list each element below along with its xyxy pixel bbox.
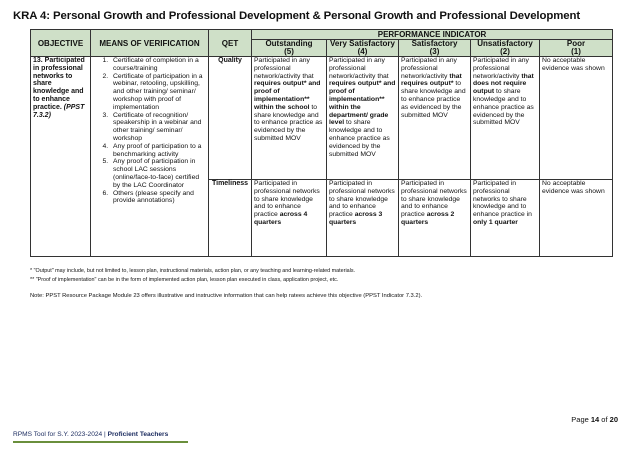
rubric-table [30, 29, 613, 257]
page-label: Page [571, 415, 591, 424]
header-very-satisfactory [327, 40, 399, 57]
cell-text: to share knowledge and to enhance practice as evidenced by the submitted MOV [254, 103, 323, 142]
header-means-of-verification: MEANS OF VERIFICATION [91, 30, 209, 57]
header-unsatisfactory [471, 40, 540, 57]
footnote-proof: ** "Proof of implementation" can be in the form of implemented action plan, lesson plan executed in class, application project, etc. [30, 277, 339, 283]
cell-emphasis: requires output* and proof of implementation** within the school [254, 80, 321, 111]
header-poor [540, 40, 613, 57]
level-num: (1) [571, 47, 581, 56]
header-satisfactory [399, 40, 471, 57]
timeliness-unsatisfactory [471, 180, 540, 257]
timeliness-satisfactory [399, 180, 471, 257]
cell-emphasis: that requires output* [401, 72, 462, 88]
quality-row [31, 57, 613, 180]
cell-text: to share knowledge and to enhance practice as evidenced by the submitted MOV [329, 119, 390, 158]
header-objective: OBJECTIVE [31, 30, 91, 57]
quality-outstanding [252, 57, 327, 180]
cell-text: to share knowledge and to enhance practice as evidenced by the submitted MOV [401, 80, 466, 119]
footnote-note: Note: PPST Resource Package Module 23 offers illustrative and instructive information that can help ratees achieve this objective (PPST Indicator 7.3.2). [30, 293, 423, 299]
mov-item: 2. Certificate of participation in a webinar, retooling, upskilling, and other training/ seminar/ workshop with proof of implementation [110, 73, 206, 112]
level-name: Satisfactory [411, 39, 458, 48]
qet-quality: Quality [209, 57, 252, 180]
cell-emphasis: across 2 quarters [401, 211, 455, 226]
timeliness-outstanding [252, 180, 327, 257]
mov-item: 3. Certificate of recognition/ speakership in a webinar and other training/ seminar/ workshop [110, 112, 206, 143]
page-number [571, 415, 618, 424]
cell-text: Participated in professional networks to share knowledge and to enhance practice [329, 180, 395, 219]
cell-text: Participated in professional networks to share knowledge and to enhance practice [254, 180, 320, 219]
header-qet: QET [209, 30, 252, 57]
cell-text: Participated in any professional network/activity [473, 57, 529, 80]
objective-ppst: (PPST 7.3.2) [33, 103, 85, 119]
quality-satisfactory [399, 57, 471, 180]
level-num: (4) [357, 47, 368, 56]
level-name: Poor [566, 39, 586, 48]
kra-title: KRA 4: Personal Growth and Professional Development & Personal Growth and Professional Development [13, 10, 581, 22]
quality-poor: No acceptable evidence was shown [540, 57, 613, 180]
objective-text: 13. Participated in professional networks to share knowledge and to enhance practice. [33, 57, 85, 111]
quality-very-satisfactory [327, 57, 399, 180]
mov-cell [91, 57, 209, 257]
page-separator: of [599, 415, 610, 424]
cell-emphasis: only 1 quarter [473, 218, 518, 226]
footnote-output: * "Output" may include, but not limited to, lesson plan, instructional materials, action plan, or any teaching and learning-related materials. [30, 268, 356, 274]
cell-emphasis: across 3 quarters [329, 211, 383, 226]
header-performance-indicator: PERFORMANCE INDICATOR [252, 30, 613, 40]
teacher-level: Proficient Teachers [107, 431, 169, 438]
page-current: 14 [590, 415, 600, 424]
level-num: (2) [500, 47, 510, 56]
mov-item: 6. Others (please specify and provide annotations) [110, 190, 206, 206]
mov-item: 5. Any proof of participation in school LAC sessions (online/face-to-face) certified by the LAC Coordinator [110, 158, 206, 189]
mov-item: 4. Any proof of participation to a benchmarking activity [110, 143, 206, 159]
level-num: (3) [429, 47, 440, 56]
cell-emphasis: that does not require output [473, 72, 534, 96]
page-total: 20 [609, 415, 618, 424]
cell-text: to share knowledge and to enhance practice as evidenced by the submitted MOV [473, 88, 534, 127]
cell-text: Participated in any professional network/activity that [254, 57, 314, 80]
qet-timeliness: Timeliness [209, 180, 252, 257]
level-name: Very Satisfactory [330, 39, 395, 48]
header-outstanding [252, 40, 327, 57]
footer-rule [13, 441, 188, 443]
timeliness-poor: No acceptable evidence was shown [540, 180, 613, 257]
timeliness-very-satisfactory [327, 180, 399, 257]
level-num: (5) [284, 47, 294, 56]
cell-text: Participated in any professional network/activity that [329, 57, 389, 80]
level-name: Outstanding [265, 39, 313, 48]
rpms-footer [13, 431, 168, 438]
cell-text: Participated in professional networks to share knowledge and to enhance practice [401, 180, 467, 219]
level-name: Unsatisfactory [477, 39, 533, 48]
tool-label: RPMS Tool for S.Y. 2023-2024 | [13, 431, 108, 438]
cell-text: Participated in any professional network/activity [401, 57, 457, 80]
objective-cell [31, 57, 91, 257]
cell-emphasis: requires output* and proof of implementation** within the department/ grade level [329, 80, 396, 127]
quality-unsatisfactory [471, 57, 540, 180]
mov-list [93, 57, 206, 205]
mov-item: 1. Certificate of completion in a course/training [110, 57, 206, 73]
cell-emphasis: across 4 quarters [254, 211, 308, 226]
cell-text: Participated in professional networks to share knowledge and to enhance practice in [473, 180, 532, 219]
